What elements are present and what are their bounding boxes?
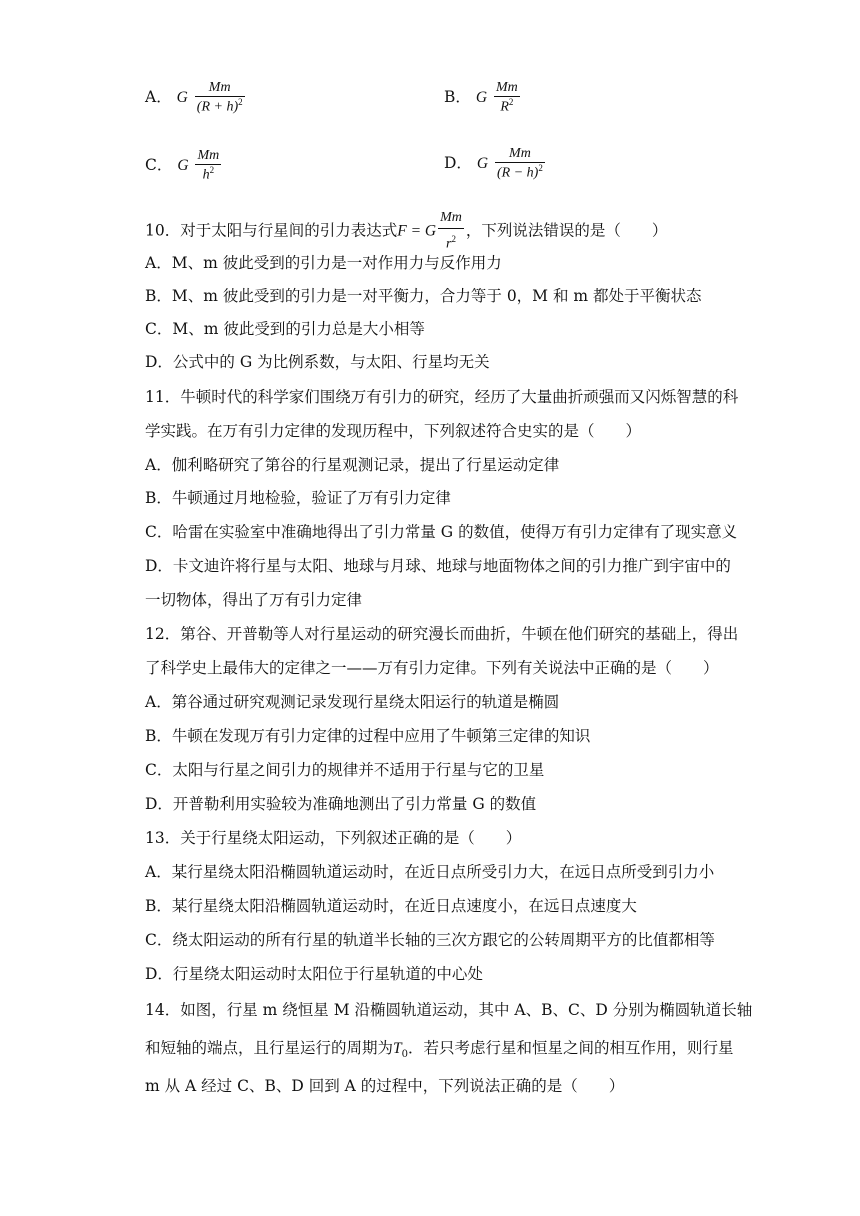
q10-option-b[interactable]: B．M、m 彼此受到的引力是一对平衡力，合力等于 0，M 和 m 都处于平衡状态 (145, 287, 702, 305)
denominator-text: r (446, 236, 452, 252)
q11-stem-line2: 学实践。在万有引力定律的发现历程中，下列叙述符合史实的是（ ） (145, 422, 642, 440)
q14-stem-line1: 14．如图，行星 m 绕恒星 M 沿椭圆轨道运动，其中 A、B、C、D 分别为椭圆轨道长轴 (145, 1001, 753, 1019)
q10-option-a[interactable]: A．M、m 彼此受到的引力是一对作用力与反作用力 (145, 254, 502, 272)
fraction-numerator: Mm (197, 148, 220, 163)
q10-option-d[interactable]: D．公式中的 G 为比例系数，与太阳、行星均无关 (145, 353, 490, 371)
formula-fraction (195, 80, 245, 116)
formula-fraction (494, 80, 520, 116)
q12-stem-line2: 了科学史上最伟大的定律之一——万有引力定律。下列有关说法中正确的是（ ） (145, 659, 719, 677)
formula-fraction (438, 208, 464, 255)
denominator-text: (R + h) (196, 99, 239, 115)
option-label: A． (145, 87, 172, 106)
formula-lhs: F = G (397, 222, 437, 240)
q11-option-c[interactable]: C．哈雷在实验室中准确地得出了引力常量 G 的数值，使得万有引力定律有了现实意义 (145, 523, 738, 541)
formula-fraction (195, 148, 221, 184)
q11-option-d-line2[interactable]: 一切物体，得出了万有引力定律 (145, 591, 363, 609)
formula-fraction (495, 146, 545, 182)
fraction-denominator (195, 96, 245, 116)
option-label: B． (444, 87, 471, 106)
q13-option-b[interactable]: B．某行星绕太阳沿椭圆轨道运动时，在近日点速度小，在远日点速度大 (145, 897, 637, 915)
exponent: 2 (508, 97, 514, 107)
q11-option-b[interactable]: B．牛顿通过月地检验，验证了万有引力定律 (145, 489, 451, 507)
fraction-denominator (495, 162, 545, 182)
q12-option-c[interactable]: C．太阳与行星之间引力的规律并不适用于行星与它的卫星 (145, 761, 545, 779)
q10-stem-tail: ，下列说法错误的是（ ） (465, 221, 668, 240)
q11-option-a[interactable]: A．伽利略研究了第谷的行星观测记录，提出了行星运动定律 (145, 456, 560, 474)
option-label: C． (145, 155, 173, 174)
period-symbol: T (393, 1040, 402, 1057)
q13-stem: 13．关于行星绕太阳运动，下列叙述正确的是（ ） (145, 829, 522, 847)
q11-stem-line1: 11．牛顿时代的科学家们围绕万有引力的研究，经历了大量曲折顽强而又闪烁智慧的科 (145, 388, 739, 406)
formula-g: G (476, 154, 489, 172)
formula-g: G (176, 88, 188, 106)
q9-option-b[interactable] (444, 80, 522, 116)
q10-stem (145, 208, 667, 255)
q12-option-a[interactable]: A．第谷通过研究观测记录发现行星绕太阳运行的轨道是椭圆 (145, 693, 560, 711)
q14-stem-line2-text: 和短轴的端点，且行星运行的周期为 (145, 1039, 394, 1057)
denominator-text: (R − h) (497, 165, 539, 181)
exponent: 2 (451, 234, 456, 244)
q12-option-b[interactable]: B．牛顿在发现万有引力定律的过程中应用了牛顿第三定律的知识 (145, 727, 591, 745)
fraction-denominator (494, 96, 520, 116)
fraction-numerator: Mm (509, 146, 531, 161)
fraction-numerator: Mm (440, 210, 462, 225)
q9-option-c[interactable] (145, 148, 223, 184)
q13-option-c[interactable]: C．绕太阳运动的所有行星的轨道半长轴的三次方跟它的公转周期平方的比值都相等 (145, 931, 715, 949)
q10-option-c[interactable]: C．M、m 彼此受到的引力总是大小相等 (145, 320, 425, 338)
q13-option-a[interactable]: A．某行星绕太阳沿椭圆轨道运动时，在近日点所受引力大，在远日点所受到引力小 (145, 863, 715, 881)
formula-g: G (475, 88, 488, 106)
q9-option-d[interactable] (444, 146, 547, 182)
formula-g: G (177, 156, 189, 174)
q10-stem-text: 10．对于太阳与行星间的引力表达式 (145, 221, 398, 240)
denominator-text: R (500, 99, 509, 115)
q11-option-d-line1[interactable]: D．卡文迪许将行星与太阳、地球与月球、地球与地面物体之间的引力推广到宇宙中的 (145, 557, 731, 575)
q13-option-d[interactable]: D．行星绕太阳运动时太阳位于行星轨道的中心处 (145, 965, 483, 983)
fraction-denominator (195, 164, 221, 184)
q14-stem-line3: m 从 A 经过 C、B、D 回到 A 的过程中，下列说法正确的是（ ） (145, 1077, 625, 1095)
period-subscript: 0 (401, 1049, 409, 1061)
q14-stem-line2 (145, 1038, 734, 1065)
option-label: D． (444, 153, 472, 172)
exponent: 2 (238, 97, 243, 107)
denominator-text: h (202, 167, 210, 183)
fraction-numerator: Mm (208, 80, 231, 95)
q9-option-a[interactable] (145, 80, 247, 116)
q12-option-d[interactable]: D．开普勒利用实验较为准确地测出了引力常量 G 的数值 (145, 795, 537, 813)
q12-stem-line1: 12．第谷、开普勒等人对行星运动的研究漫长而曲折，牛顿在他们研究的基础上，得出 (145, 625, 739, 643)
exponent: 2 (538, 163, 543, 173)
fraction-denominator (438, 228, 464, 255)
q14-stem-line2-tail: ．若只考虑行星和恒星之间的相互作用，则行星 (408, 1039, 734, 1057)
fraction-numerator: Mm (495, 80, 518, 95)
exponent: 2 (209, 165, 215, 175)
